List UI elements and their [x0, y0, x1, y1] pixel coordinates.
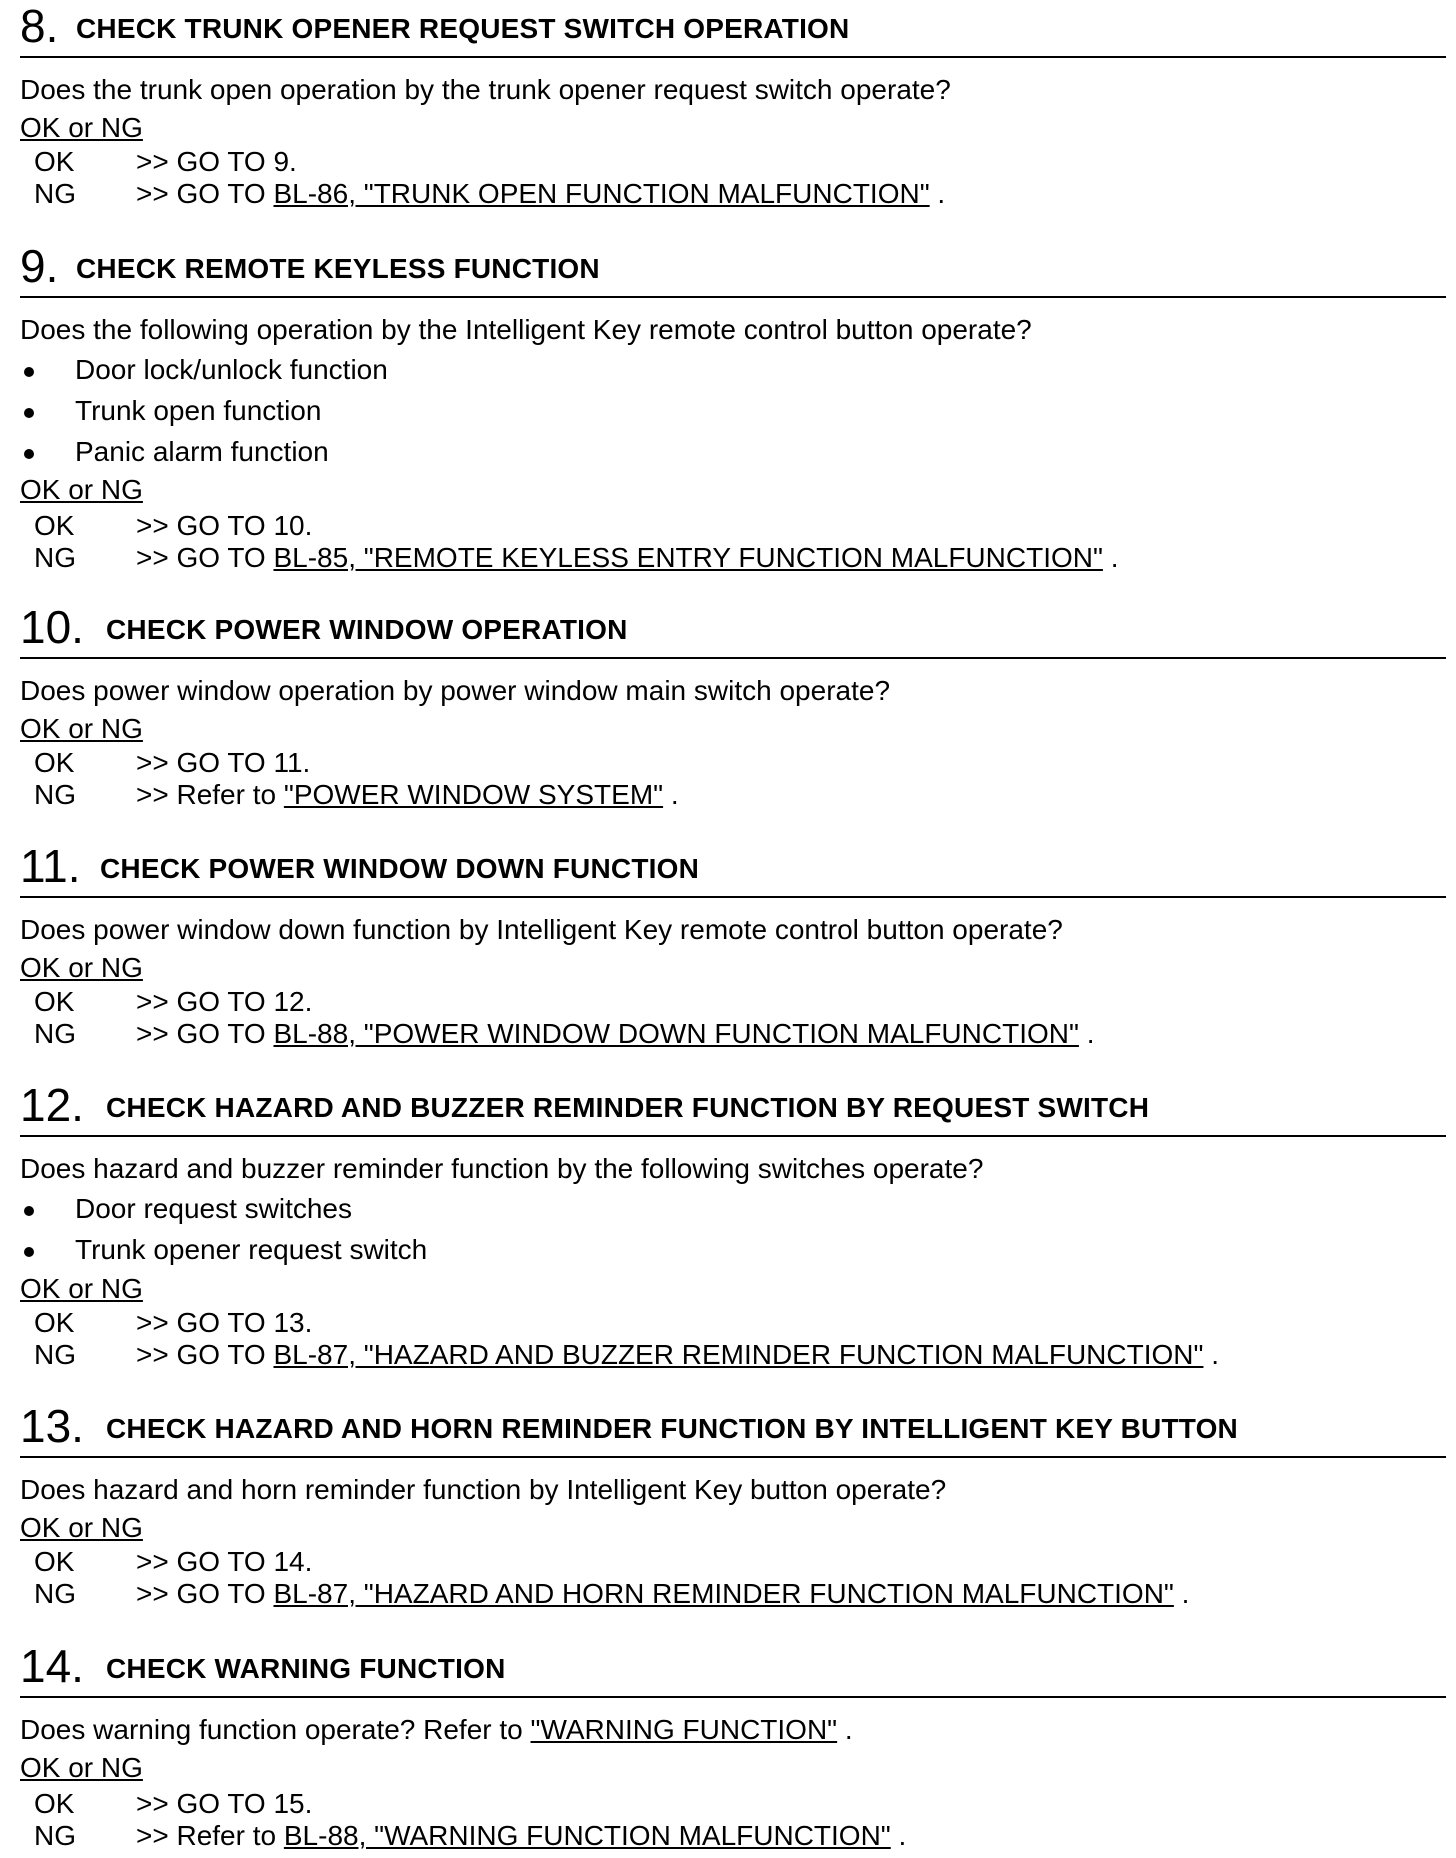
step-header	[20, 601, 1446, 659]
step-number: 13.	[20, 1400, 84, 1452]
ok-or-ng-link[interactable]: OK or NG	[20, 474, 143, 505]
step-title: CHECK POWER WINDOW DOWN FUNCTION	[100, 853, 700, 884]
step-number: 10.	[20, 601, 84, 653]
ok-label: OK	[34, 510, 75, 541]
ok-action: >> GO TO 14.	[136, 1546, 313, 1577]
ng-result	[20, 1820, 1420, 1852]
ok-result	[20, 510, 1420, 542]
reference-link[interactable]: BL-85, "REMOTE KEYLESS ENTRY FUNCTION MALFUNCTION"	[273, 542, 1103, 573]
ng-action: >> Refer to	[136, 1820, 284, 1851]
ng-suffix: .	[1102, 542, 1119, 573]
ng-label: NG	[34, 1018, 76, 1049]
step-title: CHECK HAZARD AND BUZZER REMINDER FUNCTION BY REQUEST SWITCH	[106, 1092, 1150, 1123]
step-question: Does power window down function by Intelligent Key remote control button operate?	[20, 914, 1063, 945]
ng-suffix: .	[890, 1820, 907, 1851]
step-header	[20, 1079, 1446, 1137]
step-question: Does hazard and horn reminder function by Intelligent Key button operate?	[20, 1474, 947, 1505]
ng-suffix: .	[1078, 1018, 1095, 1049]
ng-action: >> GO TO	[136, 542, 274, 573]
step-12: 12. CHECK HAZARD AND BUZZER REMINDER FUNCTION BY REQUEST SWITCH Does hazard and buzzer reminder function by the following switches operate? Door request switches Trunk opener request switch OK or NG OK >> GO TO 13. NG >> GO TO BL-87, "HAZARD AND BUZZER REMINDER FUNCTION MALFUNCTION" .	[20, 1079, 1446, 1137]
step-title: CHECK POWER WINDOW OPERATION	[106, 614, 628, 645]
ok-action: >> GO TO 10.	[136, 510, 313, 541]
reference-link[interactable]: BL-88, "WARNING FUNCTION MALFUNCTION"	[283, 1820, 891, 1851]
ok-label: OK	[34, 146, 75, 177]
ok-label: OK	[34, 1788, 75, 1819]
ok-or-ng-link[interactable]: OK or NG	[20, 1273, 143, 1304]
ng-label: NG	[34, 1339, 76, 1370]
reference-link[interactable]: "WARNING FUNCTION"	[530, 1714, 838, 1745]
ok-or-ng-link[interactable]: OK or NG	[20, 112, 143, 143]
reference-link[interactable]: BL-88, "POWER WINDOW DOWN FUNCTION MALFUNCTION"	[273, 1018, 1079, 1049]
bullet-dot-icon	[24, 408, 34, 418]
step-number: 12.	[20, 1079, 84, 1131]
ok-result	[20, 1307, 1420, 1339]
reference-link[interactable]: BL-86, "TRUNK OPEN FUNCTION MALFUNCTION"	[273, 178, 930, 209]
ng-result	[20, 542, 1420, 574]
ng-suffix: .	[1203, 1339, 1219, 1370]
step-13	[20, 1400, 1446, 1609]
step-question: Does the trunk open operation by the trunk opener request switch operate?	[20, 74, 951, 105]
ng-label: NG	[34, 178, 76, 209]
ng-result	[20, 1339, 1420, 1371]
ok-result	[20, 146, 1420, 178]
ok-label: OK	[34, 986, 75, 1017]
step-question: Does power window operation by power window main switch operate?	[20, 675, 891, 706]
step-number: 11.	[20, 840, 81, 892]
step-question: Does hazard and buzzer reminder function by the following switches operate?	[20, 1153, 984, 1184]
step-title: CHECK TRUNK OPENER REQUEST SWITCH OPERATION	[76, 13, 850, 44]
ok-action: >> GO TO 13.	[136, 1307, 313, 1338]
ok-action: >> GO TO 9.	[136, 146, 297, 177]
step-question: Does the following operation by the Intelligent Key remote control button operate?	[20, 314, 1032, 345]
ok-or-ng-link[interactable]: OK or NG	[20, 713, 143, 744]
step-header	[20, 240, 1446, 298]
ok-or-ng-link[interactable]: OK or NG	[20, 1752, 143, 1783]
ok-result	[20, 1546, 1420, 1578]
ok-result	[20, 986, 1420, 1018]
step-11	[20, 840, 1446, 1049]
ng-action: >> Refer to	[136, 779, 284, 810]
ng-action: >> GO TO	[136, 1578, 274, 1609]
reference-link[interactable]: BL-87, "HAZARD AND BUZZER REMINDER FUNCTION MALFUNCTION"	[273, 1339, 1204, 1370]
step-question: Does warning function operate? Refer to "WARNING FUNCTION" .	[20, 1714, 853, 1745]
ng-result	[20, 1018, 1420, 1050]
ng-label: NG	[34, 1578, 76, 1609]
step-header	[20, 1400, 1446, 1458]
ok-action: >> GO TO 15.	[136, 1788, 313, 1819]
ok-result	[20, 747, 1420, 779]
bullet-dot-icon	[24, 1206, 34, 1216]
ok-label: OK	[34, 1546, 75, 1577]
step-number: 8.	[20, 0, 59, 52]
ok-action: >> GO TO 12.	[136, 986, 313, 1017]
step-header	[20, 1640, 1446, 1698]
ng-action: >> GO TO	[136, 1018, 274, 1049]
step-title: CHECK WARNING FUNCTION	[106, 1653, 506, 1684]
step-header	[20, 0, 1446, 58]
ng-result	[20, 1578, 1420, 1610]
ok-label: OK	[34, 747, 75, 778]
step-10	[20, 601, 1446, 810]
step-header	[20, 840, 1446, 898]
ng-label: NG	[34, 542, 76, 573]
step-number: 14.	[20, 1640, 84, 1692]
ng-action: >> GO TO	[136, 1339, 274, 1370]
step-title: CHECK HAZARD AND HORN REMINDER FUNCTION BY INTELLIGENT KEY BUTTON	[106, 1413, 1238, 1444]
step-14	[20, 1640, 1446, 1851]
reference-link[interactable]: BL-87, "HAZARD AND HORN REMINDER FUNCTION MALFUNCTION"	[273, 1578, 1174, 1609]
ng-label: NG	[34, 779, 76, 810]
step-8	[20, 0, 1446, 209]
ok-or-ng-link[interactable]: OK or NG	[20, 1512, 143, 1543]
bullet-dot-icon	[24, 449, 34, 459]
bullet-dot-icon	[24, 367, 34, 377]
ng-suffix: .	[663, 779, 679, 810]
step-number: 9.	[20, 240, 59, 292]
ok-or-ng-link[interactable]: OK or NG	[20, 952, 143, 983]
step-title: CHECK REMOTE KEYLESS FUNCTION	[76, 253, 600, 284]
ng-label: NG	[34, 1820, 76, 1851]
ng-suffix: .	[929, 178, 946, 209]
ng-suffix: .	[1173, 1578, 1190, 1609]
ng-action: >> GO TO	[136, 178, 274, 209]
step-9: 9. CHECK REMOTE KEYLESS FUNCTION Does the following operation by the Intelligent Key remote control button operate? Door lock/unlock function Trunk open function Panic alarm function OK or NG OK >> GO TO 10. NG >> GO TO BL-85, "REMOTE KEYLESS ENTRY FUNCTION MALFUNCTION" .	[20, 240, 1446, 298]
ng-result	[20, 178, 1420, 210]
ok-action: >> GO TO 11.	[136, 747, 311, 778]
ng-result	[20, 779, 1420, 811]
ok-result	[20, 1788, 1420, 1820]
reference-link[interactable]: "POWER WINDOW SYSTEM"	[283, 779, 664, 810]
ok-label: OK	[34, 1307, 75, 1338]
bullet-dot-icon	[24, 1247, 34, 1257]
